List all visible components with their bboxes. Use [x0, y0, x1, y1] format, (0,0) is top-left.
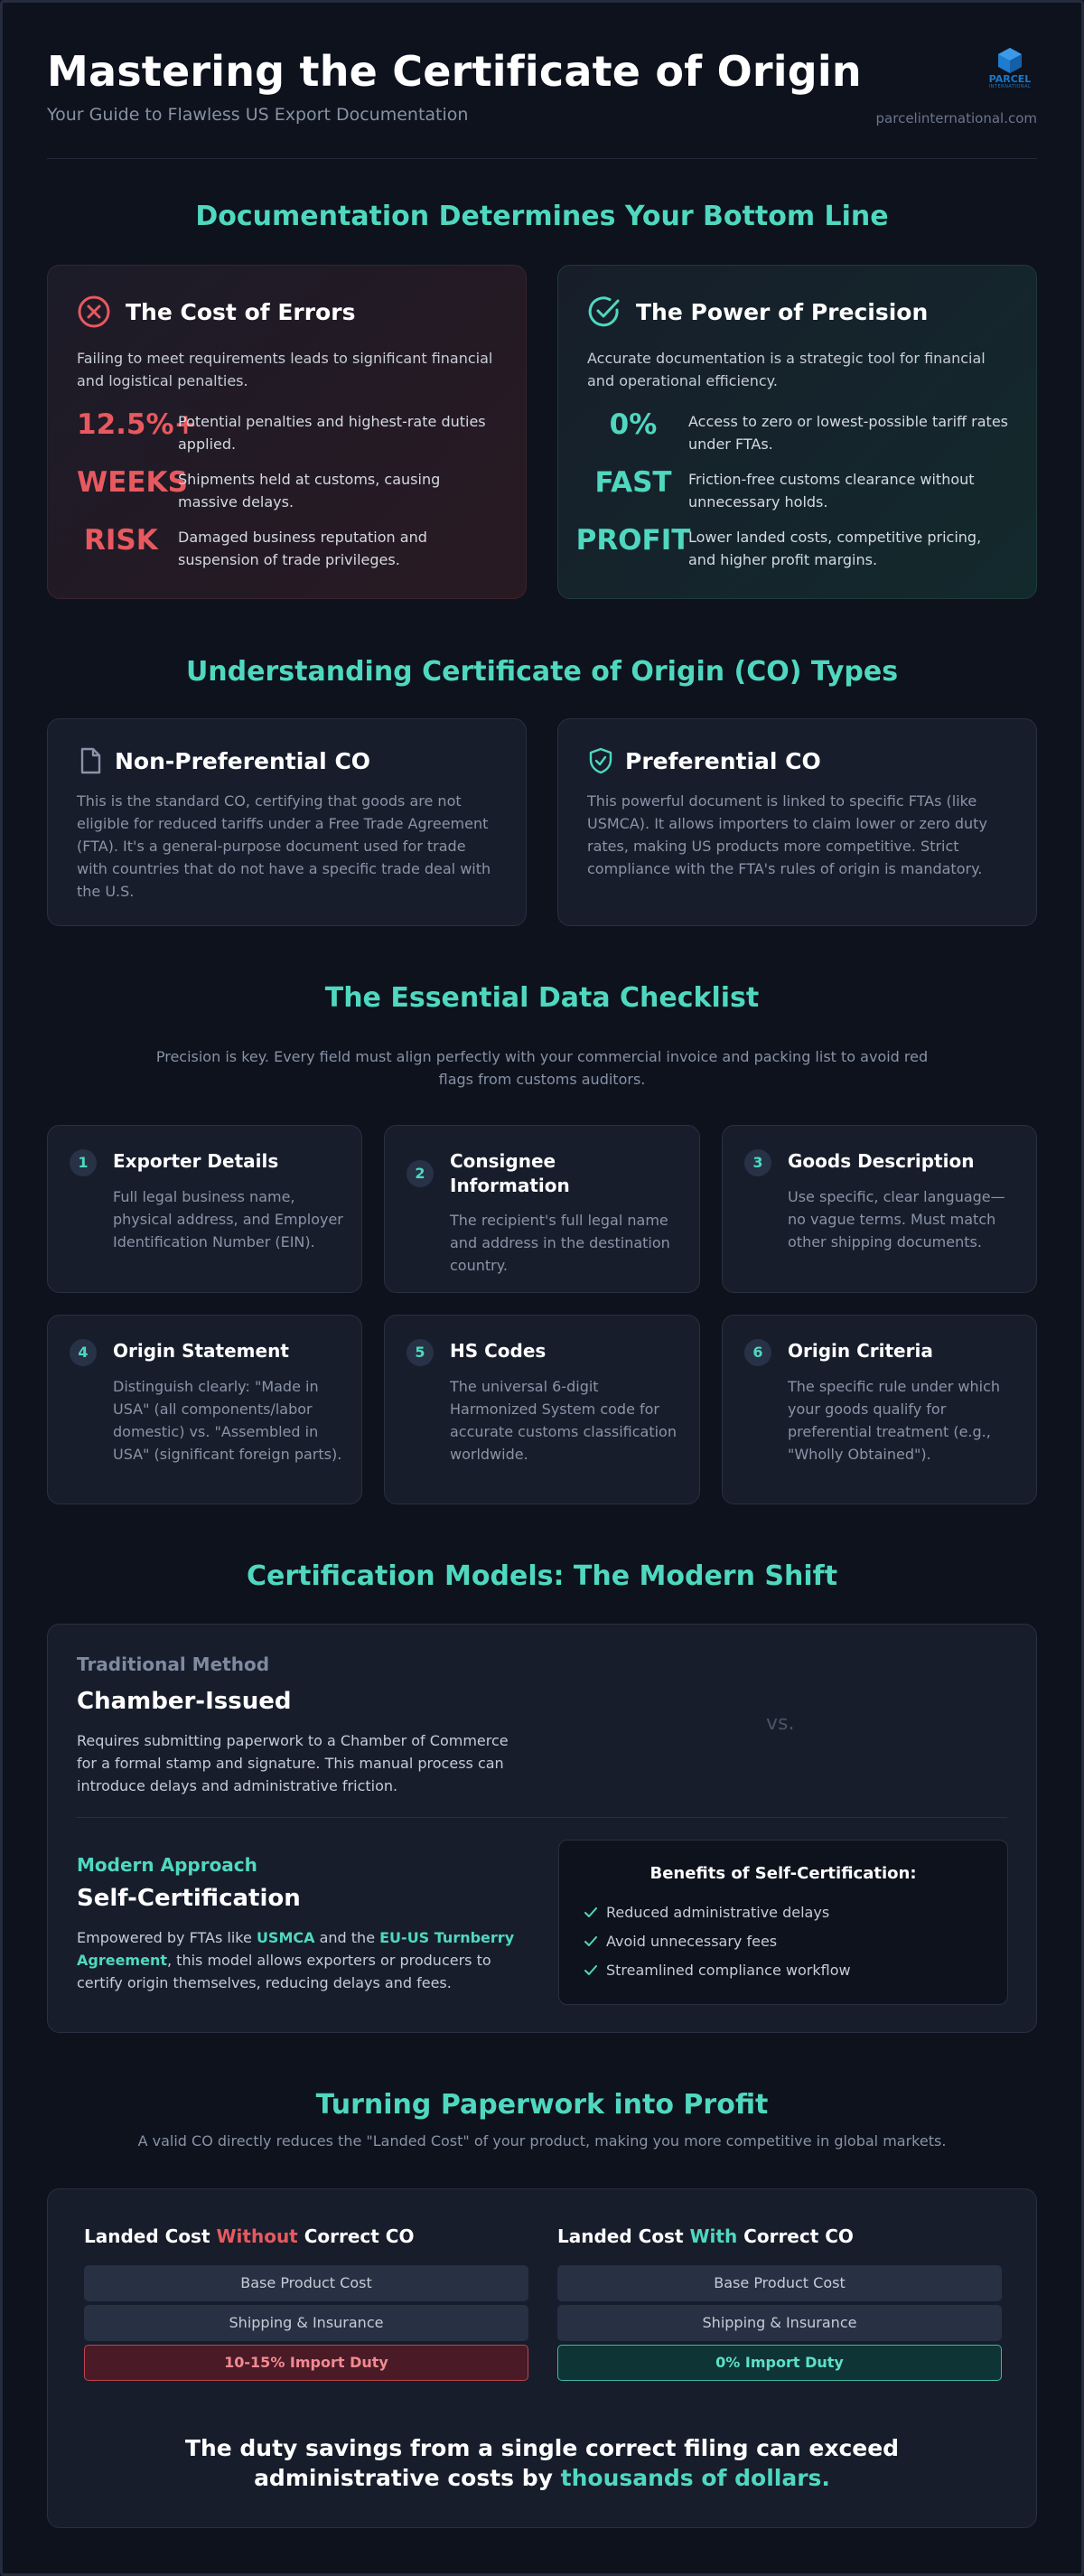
- page-title: Mastering the Certificate of Origin: [47, 47, 862, 96]
- cube-logo-icon: [997, 47, 1023, 74]
- item-title: Consignee Information: [450, 1150, 570, 1196]
- check-icon: [584, 1936, 597, 1947]
- stat-text: Lower landed costs, competitive pricing, and higher profit margins.: [688, 529, 982, 568]
- item-number: 1: [70, 1149, 97, 1176]
- company-logo[interactable]: [983, 47, 1037, 89]
- landed-without-title: [84, 2225, 414, 2247]
- benefits-title: Benefits of Self-Certification:: [649, 1864, 917, 1883]
- title-segment: Correct CO: [737, 2225, 854, 2247]
- section-title-bottom-line: Documentation Determines Your Bottom Line: [195, 201, 889, 232]
- stat-value: RISK: [84, 524, 158, 557]
- divider: [77, 1817, 1007, 1818]
- section-title-co-types: Understanding Certificate of Origin (CO) Types: [185, 656, 899, 688]
- traditional-label: Traditional Method: [77, 1653, 270, 1675]
- checklist-item: [722, 1125, 1037, 1293]
- section-subtitle: Precision is key. Every field must align perfectly with your commercial invoice and packing list to avoid red flags from customs auditors.: [155, 1048, 929, 1088]
- stat-row: [587, 466, 1018, 517]
- non-preferential-co-card: [47, 718, 527, 926]
- traditional-title: Chamber-Issued: [77, 1688, 292, 1715]
- power-of-precision-card: [557, 265, 1037, 599]
- traditional-text: Requires submitting paperwork to a Chamber of Commerce for a formal stamp and signature. This manual process can introduce delays and administrative friction.: [77, 1732, 509, 1794]
- card-header: [587, 746, 821, 775]
- item-number: 2: [406, 1160, 434, 1187]
- item-text: Use specific, clear language—no vague terms. Must match other shipping documents.: [788, 1188, 1005, 1251]
- landed-cost-card: [47, 2188, 1037, 2528]
- stat-text: Access to zero or lowest-possible tariff rates under FTAs.: [688, 413, 1008, 453]
- benefits-box: [558, 1840, 1008, 2005]
- benefit-item: [584, 1962, 851, 1979]
- check-circle-icon: [587, 295, 621, 329]
- benefit-item: [584, 1904, 829, 1921]
- benefit-text: Avoid unnecessary fees: [606, 1933, 778, 1950]
- stat-text: Shipments held at customs, causing massive delays.: [178, 471, 441, 511]
- base-cost-bar: Base Product Cost: [84, 2265, 528, 2301]
- item-text: Full legal business name, physical address, and Employer Identification Number (EIN).: [113, 1188, 343, 1251]
- item-number: 5: [406, 1339, 434, 1366]
- card-title: Non-Preferential CO: [115, 747, 371, 774]
- usmca-highlight: USMCA: [256, 1929, 315, 1946]
- checklist-item: [722, 1315, 1037, 1504]
- preferential-co-card: [557, 718, 1037, 926]
- closing-statement: [102, 2433, 982, 2493]
- card-title: The Cost of Errors: [126, 298, 356, 325]
- item-text: The specific rule under which your goods qualify for preferential treatment (e.g., "Wholly Obtained").: [788, 1378, 1001, 1463]
- closing-text: The duty savings from a single correct filing can exceed administrative costs by: [184, 2435, 900, 2491]
- logo-text: PARCEL: [988, 73, 1032, 85]
- website-link[interactable]: parcelinternational.com: [875, 110, 1037, 126]
- card-title: The Power of Precision: [636, 298, 929, 325]
- shipping-bar: Shipping & Insurance: [557, 2305, 1002, 2341]
- stat-value: 12.5%+: [77, 408, 198, 441]
- certification-models-card: [47, 1624, 1037, 2033]
- stat-text: Friction-free customs clearance without unnecessary holds.: [688, 471, 975, 511]
- text-segment: and the: [314, 1929, 380, 1946]
- modern-title: Self-Certification: [77, 1885, 301, 1912]
- card-header: [587, 295, 928, 329]
- section-subtitle: A valid CO directly reduces the "Landed Cost" of your product, making you more competitive in global markets.: [137, 2132, 947, 2150]
- item-text: Distinguish clearly: "Made in USA" (all components/labor domestic) vs. "Assembled in USA" (significant foreign parts).: [113, 1378, 342, 1463]
- item-number: 6: [744, 1339, 771, 1366]
- title-segment: Landed Cost: [557, 2225, 690, 2247]
- stat-value: 0%: [609, 408, 658, 441]
- text-segment: Empowered by FTAs like: [77, 1929, 257, 1946]
- stat-row: [575, 524, 1018, 575]
- modern-label: Modern Approach: [77, 1854, 257, 1876]
- card-description: This powerful document is linked to specific FTAs (like USMCA). It allows importers to claim lower or zero duty rates, making US products more competitive. Strict compliance with the FTA's rules of origin is mandatory.: [587, 792, 987, 877]
- section-title-checklist: The Essential Data Checklist: [324, 982, 760, 1014]
- card-header: [77, 295, 355, 329]
- x-circle-icon: [77, 295, 111, 329]
- checklist-item: [384, 1125, 700, 1293]
- stat-value: PROFIT: [575, 524, 691, 557]
- stat-value: WEEKS: [77, 466, 188, 499]
- text-segment: , this model allows exporters or producers to certify origin themselves, reducing delays and fees.: [77, 1952, 491, 1991]
- shipping-bar: Shipping & Insurance: [84, 2305, 528, 2341]
- landed-with-title: [557, 2225, 854, 2247]
- closing-highlight: thousands of dollars.: [560, 2465, 830, 2491]
- title-segment: Correct CO: [297, 2225, 415, 2247]
- page-content: [47, 0, 1037, 2491]
- checklist-item: [47, 1315, 362, 1504]
- stat-text: Damaged business reputation and suspension of trade privileges.: [178, 529, 427, 568]
- benefit-text: Reduced administrative delays: [606, 1904, 830, 1921]
- item-number: 3: [744, 1149, 771, 1176]
- item-title: Goods Description: [788, 1150, 975, 1172]
- item-title: Exporter Details: [113, 1150, 279, 1172]
- title-segment: Landed Cost: [84, 2225, 217, 2247]
- without-highlight: Without: [216, 2225, 298, 2247]
- with-highlight: With: [689, 2225, 738, 2247]
- item-text: The universal 6-digit Harmonized System code for accurate customs classification worldwide.: [450, 1378, 677, 1463]
- stat-text: Potential penalties and highest-rate duties applied.: [178, 413, 486, 453]
- benefit-text: Streamlined compliance workflow: [606, 1962, 851, 1979]
- item-title: Origin Criteria: [788, 1340, 933, 1362]
- section-title-models: Certification Models: The Modern Shift: [246, 1560, 838, 1592]
- stat-row: [77, 524, 508, 575]
- stat-row: [587, 408, 1018, 459]
- logo-subtext: INTERNATIONAL: [988, 84, 1032, 89]
- item-number: 4: [70, 1339, 97, 1366]
- stat-value: FAST: [594, 466, 672, 499]
- stat-row: [77, 466, 508, 517]
- document-icon: [77, 746, 104, 775]
- section-title-profit: Turning Paperwork into Profit: [315, 2089, 769, 2121]
- card-title: Preferential CO: [625, 747, 821, 774]
- card-header: [77, 746, 370, 775]
- shield-check-icon: [587, 746, 614, 775]
- item-text: The recipient's full legal name and address in the destination country.: [450, 1212, 670, 1274]
- check-icon: [584, 1907, 597, 1918]
- modern-text: [77, 1926, 528, 1994]
- stat-row: [77, 408, 508, 459]
- import-duty-bar: 0% Import Duty: [557, 2345, 1002, 2381]
- benefit-item: [584, 1933, 777, 1950]
- page-subtitle: Your Guide to Flawless US Export Documentation: [47, 105, 469, 125]
- item-title: HS Codes: [450, 1340, 547, 1362]
- header: [47, 0, 1037, 159]
- turnberry-highlight: EU-US Turnberry Agreement: [77, 1929, 515, 1969]
- cost-of-errors-card: [47, 265, 527, 599]
- check-icon: [584, 1965, 597, 1976]
- import-duty-bar: 10-15% Import Duty: [84, 2345, 528, 2381]
- card-description: This is the standard CO, certifying that goods are not eligible for reduced tariffs under a Free Trade Agreement (FTA). It's a general-purpose document used for trade with countries that do not have a specific trade deal with the U.S.: [77, 792, 491, 900]
- vs-label: vs.: [766, 1712, 795, 1735]
- base-cost-bar: Base Product Cost: [557, 2265, 1002, 2301]
- item-title: Origin Statement: [113, 1340, 289, 1362]
- card-description: Accurate documentation is a strategic tool for financial and operational efficiency.: [587, 350, 986, 389]
- checklist-item: [384, 1315, 700, 1504]
- checklist-item: [47, 1125, 362, 1293]
- card-description: Failing to meet requirements leads to significant financial and logistical penalties.: [77, 350, 493, 389]
